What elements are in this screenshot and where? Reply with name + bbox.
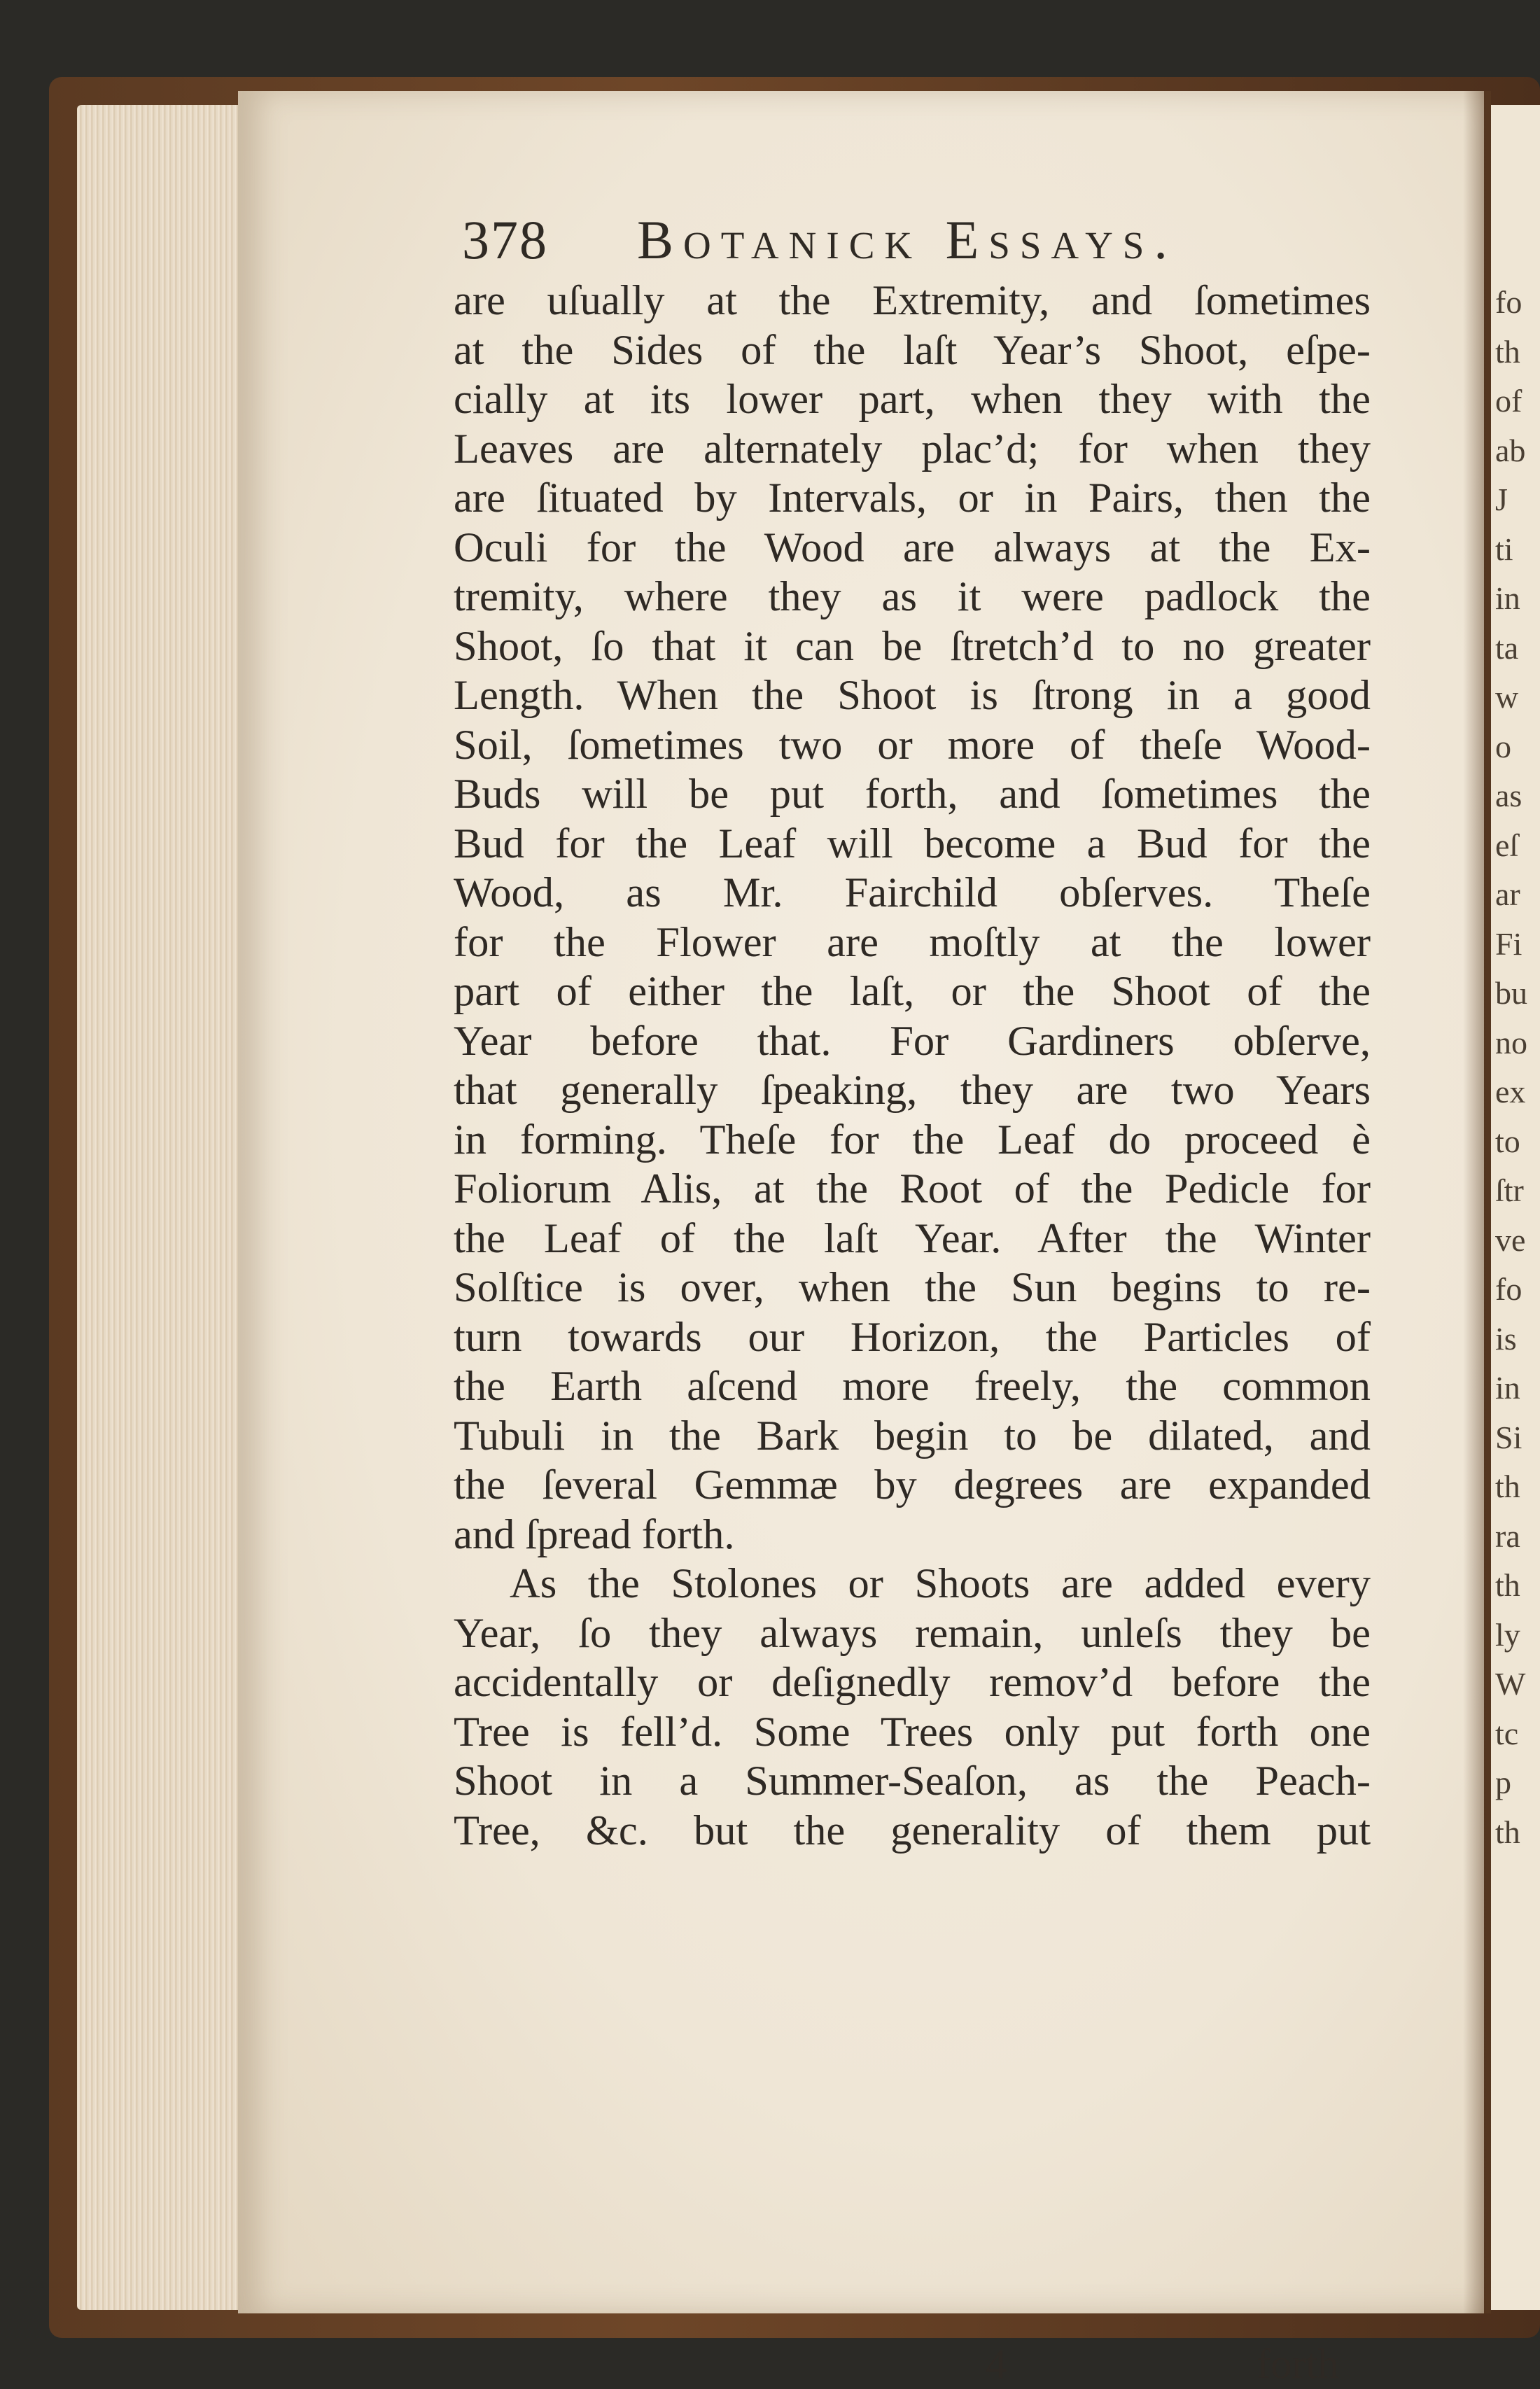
facing-page-fragment: as — [1495, 778, 1522, 813]
facing-page-fragment: ti — [1495, 531, 1513, 567]
text-line: Length. When the Shoot is ſtrong in a good — [454, 672, 1371, 719]
facing-page-fragment: to — [1495, 1123, 1520, 1159]
facing-page-fragment: ly — [1495, 1616, 1520, 1653]
catchword: forth — [1256, 2341, 1339, 2388]
facing-page-fragment: ex — [1495, 1074, 1526, 1109]
text-line: and ſpread forth. — [454, 1511, 735, 1558]
body-text — [454, 276, 1371, 1856]
text-line: Foliorum Alis, at the Root of the Pedicle for — [454, 1165, 1371, 1212]
facing-page-fragment: ſtr — [1495, 1172, 1524, 1208]
text-line: the ſeveral Gemmæ by degrees are expanded — [454, 1462, 1371, 1508]
facing-page-fragment: p — [1495, 1765, 1511, 1800]
facing-page-fragment: ra — [1495, 1518, 1520, 1554]
facing-page-fragment: ta — [1495, 629, 1519, 666]
facing-page-fragment: Fi — [1495, 925, 1522, 962]
text-line: Tree is fell’d. Some Trees only put forth one — [454, 1708, 1371, 1756]
facing-page-fragment: eſ — [1495, 827, 1519, 863]
facing-page-edge — [1491, 105, 1540, 2310]
text-line: cially at its lower part, when they with the — [454, 376, 1371, 423]
text-line: the Earth aſcend more freely, the common — [454, 1363, 1371, 1410]
facing-page-fragment: th — [1495, 333, 1520, 370]
text-line: Buds will be put forth, and ſometimes the — [454, 771, 1371, 818]
facing-page-fragment: fo — [1495, 284, 1522, 320]
text-line: Oculi for the Wood are always at the Ex- — [454, 524, 1371, 571]
text-line: that generally ſpeaking, they are two Years — [454, 1067, 1371, 1114]
text-line: turn towards our Horizon, the Particles of — [454, 1313, 1371, 1361]
facing-page-fragment: in — [1495, 1370, 1520, 1406]
text-line: in forming. Theſe for the Leaf do proceed è — [454, 1116, 1371, 1163]
text-line: Shoot in a Summer-Seaſon, as the Peach- — [454, 1758, 1371, 1805]
text-line: Solſtice is over, when the Sun begins to re- — [454, 1264, 1371, 1311]
facing-page-fragment: bu — [1495, 975, 1527, 1011]
text-line: accidentally or deſignedly remov’d before the — [454, 1659, 1371, 1706]
text-line: Shoot, ſo that it can be ſtretch’d to no greater — [454, 622, 1371, 670]
text-line: are uſually at the Extremity, and ſometimes — [454, 277, 1371, 324]
text-line: for the Flower are moſtly at the lower — [454, 918, 1371, 966]
facing-page-fragment: W — [1495, 1666, 1526, 1702]
facing-page-fragment: w — [1495, 679, 1519, 715]
text-line: the Leaf of the laſt Year. After the Winter — [454, 1214, 1371, 1262]
page-edges — [77, 105, 245, 2310]
text-line: at the Sides of the laſt Year’s Shoot, eſpe- — [454, 326, 1371, 374]
facing-page-fragment: ab — [1495, 432, 1526, 468]
text-line: Year, ſo they always remain, unleſs they be — [454, 1609, 1371, 1657]
facing-page-fragment: no — [1495, 1024, 1527, 1060]
facing-page-fragment: th — [1495, 1814, 1520, 1850]
facing-page-fragment: in — [1495, 580, 1520, 616]
text-line: Soil, ſometimes two or more of theſe Wood- — [454, 721, 1371, 769]
text-line: Tubuli in the Bark begin to be dilated, and — [454, 1412, 1371, 1459]
text-line: Wood, as Mr. Fairchild obſerves. Theſe — [454, 869, 1371, 916]
text-line: Year before that. For Gardiners obſerve, — [454, 1017, 1371, 1065]
running-head: Botanick Essays. — [637, 209, 1177, 270]
facing-page-fragment: tc — [1495, 1715, 1519, 1751]
text-line: As the Stolones or Shoots are added every — [510, 1560, 1371, 1607]
facing-page-fragment: J — [1495, 482, 1508, 517]
text-line: Tree, &c. but the generality of them put — [454, 1807, 1371, 1854]
text-line: are ſituated by Intervals, or in Pairs, then the — [454, 475, 1371, 521]
page-number: 378 — [462, 209, 548, 270]
facing-page-fragment: ar — [1495, 876, 1520, 912]
facing-page-fragment: o — [1495, 728, 1511, 764]
text-line: Bud for the Leaf will become a Bud for the — [454, 820, 1371, 867]
text-line: part of either the laſt, or the Shoot of the — [454, 968, 1371, 1015]
text-line: tremity, where they as it were padlock the — [454, 573, 1371, 620]
facing-page-fragment: Si — [1495, 1419, 1522, 1455]
facing-page-fragment: of — [1495, 383, 1522, 419]
facing-page-fragment: fo — [1495, 1271, 1522, 1307]
facing-page-fragment: ve — [1495, 1221, 1526, 1258]
facing-page-fragment: is — [1495, 1320, 1517, 1357]
facing-page-fragment: th — [1495, 1469, 1520, 1504]
gutter-shadow — [1463, 91, 1491, 2313]
facing-page-fragment: th — [1495, 1567, 1520, 1603]
signature-mark: 4 — [986, 2341, 1007, 2388]
text-line: Leaves are alternately plac’d; for when they — [454, 425, 1371, 472]
